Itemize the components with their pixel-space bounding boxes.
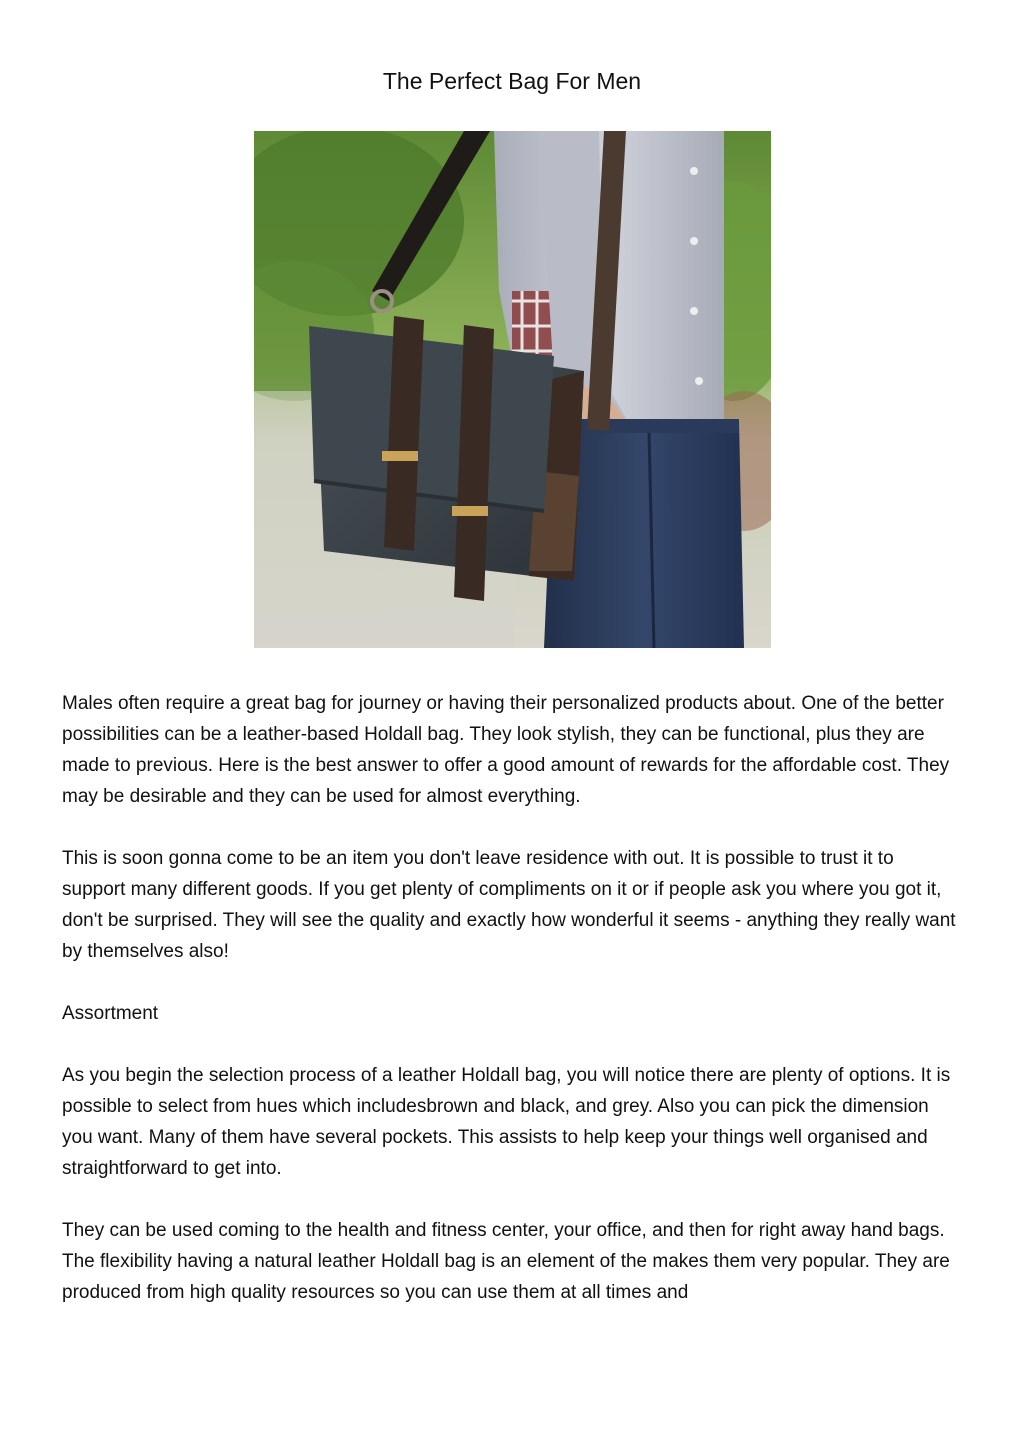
article-body	[62, 688, 962, 1339]
paragraph-selection: As you begin the selection process of a leather Holdall bag, you will notice there are plenty of options. It is possible to select from hues which includesbrown and black, and grey. Also you can pick the dimension you want. Many of them have several pockets. This assists to help keep your things well organised and straightforward to get into.	[62, 1065, 951, 1179]
page-title: The Perfect Bag For Men	[382, 68, 642, 94]
paragraph-intro: Males often require a great bag for journey or having their personalized products about. One of the better possibilities can be a leather-based Holdall bag. They look stylish, they can be functional, plus they are made to previous. Here is the best answer to offer a good amount of rewards for the affordable cost. They may be desirable and they can be used for almost everything.	[62, 693, 950, 807]
hero-image-man-with-messenger-bag	[254, 131, 771, 648]
paragraph-uses: They can be used coming to the health and fitness center, your office, and then for right away hand bags. The flexibility having a natural leather Holdall bag is an element of the makes them very popular. They are produced from high quality resources so you can use them at all times and	[62, 1220, 950, 1303]
paragraph-trust: This is soon gonna come to be an item you don't leave residence with out. It is possible to trust it to support many different goods. If you get plenty of compliments on it or if people ask you where you got it, don't be surprised. They will see the quality and exactly how wonderful it seems - anything they really want by themselves also!	[62, 848, 956, 962]
section-heading-assortment: Assortment	[62, 1003, 159, 1024]
